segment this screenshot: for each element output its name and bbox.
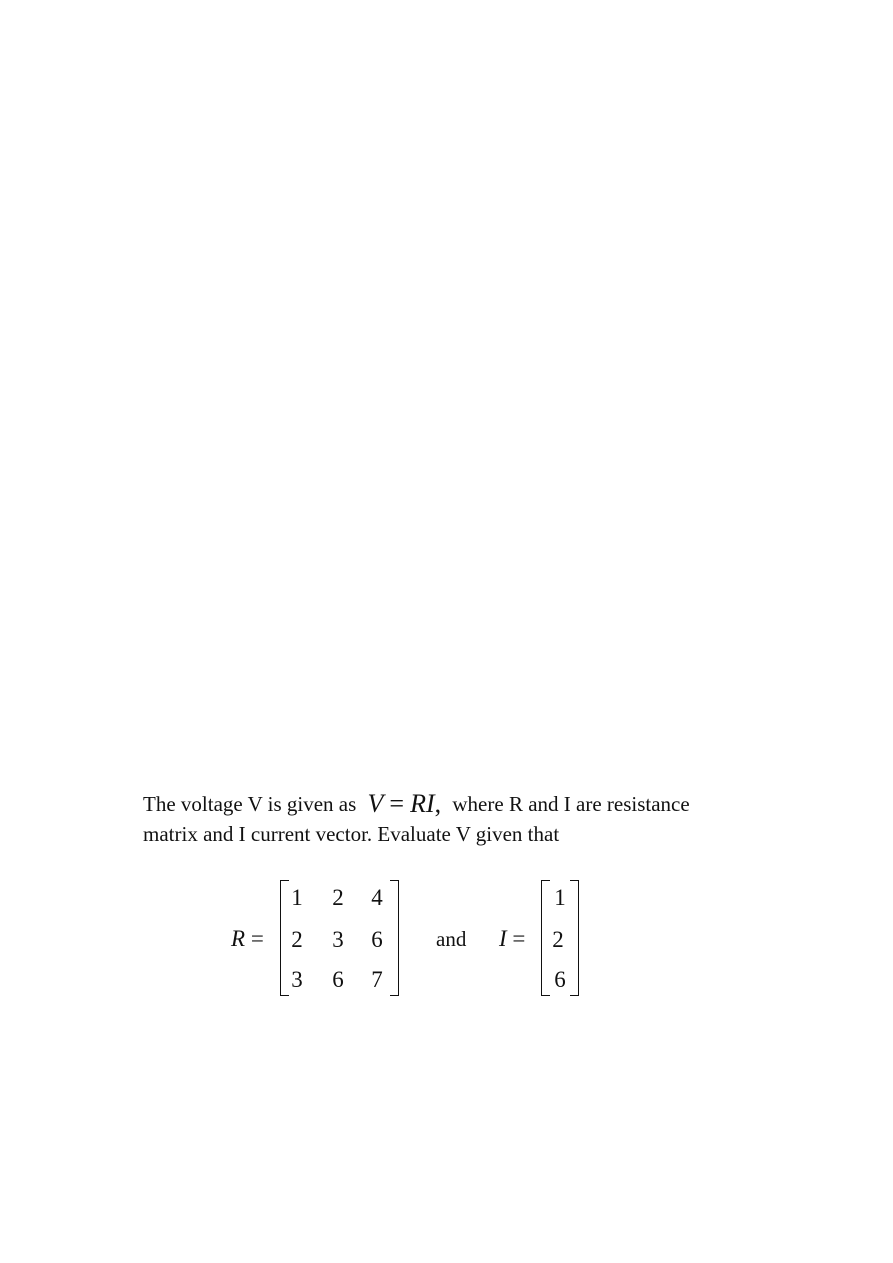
matrix-r [280, 880, 399, 997]
vector-i-label [499, 926, 525, 952]
vector-i-cell: 1 [554, 885, 566, 910]
problem-text-definition: where R and I are resistance [452, 792, 690, 816]
matrix-r-cell: 3 [291, 967, 303, 992]
problem-line-1 [143, 791, 690, 816]
conjunction-and: and [436, 927, 467, 951]
matrix-r-equals: = [250, 926, 264, 951]
matrix-r-right-bracket [390, 880, 399, 996]
matrix-r-cell: 3 [332, 927, 344, 952]
matrix-r-cell: 2 [332, 885, 344, 910]
matrix-r-symbol: R [231, 926, 246, 951]
equation-lhs: V [367, 789, 384, 818]
matrix-r-cell: 2 [291, 927, 303, 952]
equation-operator: = [389, 789, 405, 818]
problem-line-2: matrix and I current vector. Evaluate V given that [143, 822, 560, 846]
equation-rhs: RI [410, 789, 435, 818]
matrix-r-cell: 1 [291, 885, 303, 910]
inline-equation [367, 789, 442, 818]
matrix-r-cell: 4 [371, 885, 383, 910]
matrix-r-cell: 6 [332, 967, 344, 992]
matrix-r-cell: 6 [371, 927, 383, 952]
vector-i [541, 880, 579, 997]
vector-i-cell: 6 [554, 967, 566, 992]
problem-text-intro: The voltage V is given as [143, 792, 357, 816]
equation-comma: , [434, 789, 442, 818]
matrix-r-label [231, 926, 264, 952]
vector-i-equals: = [512, 926, 526, 951]
vector-i-symbol: I [499, 926, 507, 951]
matrix-r-cell: 7 [371, 967, 383, 992]
vector-i-cell: 2 [552, 927, 564, 952]
